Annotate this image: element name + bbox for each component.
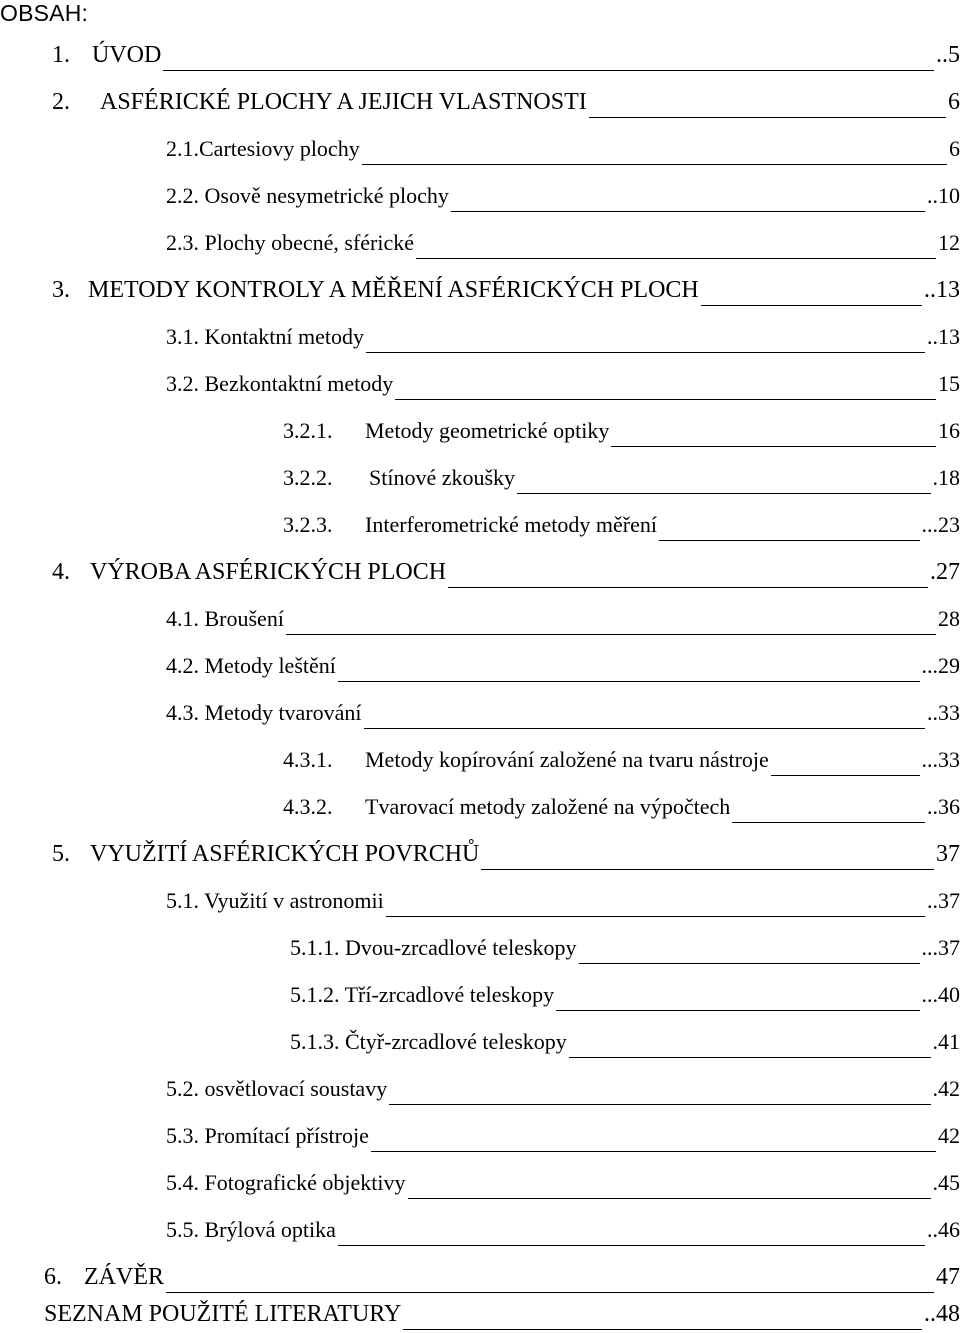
toc-entry-title: 4.1. Broušení — [166, 606, 284, 632]
toc-page-number: 10 — [938, 183, 960, 208]
toc-leader-line — [579, 947, 920, 967]
toc-leader-line — [403, 1313, 922, 1333]
toc-entry[interactable] — [166, 230, 960, 262]
toc-leader-line — [451, 195, 925, 215]
toc-page-number: 18 — [938, 465, 960, 490]
toc-leader-line — [389, 1088, 930, 1108]
toc-entry-page — [924, 1301, 960, 1328]
toc-entry-number: 3.2.2. — [283, 465, 369, 491]
toc-page-number: 37 — [938, 935, 960, 960]
toc-entry-page — [938, 1123, 960, 1149]
toc-entry[interactable] — [166, 700, 960, 732]
toc-page-dots: ... — [922, 982, 939, 1007]
toc-page-number: 16 — [938, 418, 960, 443]
toc-leader-line — [556, 994, 919, 1014]
toc-page-number: 33 — [938, 700, 960, 725]
toc-entry[interactable] — [44, 1264, 960, 1296]
toc-entry-number: 3.2.3. — [283, 512, 365, 538]
toc-entry[interactable] — [166, 1076, 960, 1108]
toc-entry-number: 4.3.1. — [283, 747, 365, 773]
toc-entry[interactable] — [283, 465, 960, 497]
toc-page-dots: .. — [936, 42, 948, 68]
toc-page-number: 6 — [949, 136, 960, 161]
toc-page-number: 6 — [948, 89, 960, 115]
toc-entry[interactable] — [166, 888, 960, 920]
toc-entry-page — [949, 136, 960, 162]
toc-page-dots: . — [933, 1170, 939, 1195]
toc-entry-title: ÚVOD — [92, 42, 161, 69]
toc-entry-page — [922, 653, 960, 679]
toc-page-dots: . — [933, 1029, 939, 1054]
toc-entry-title: Tvarovací metody založené na výpočtech — [365, 794, 730, 820]
toc-page-number: 46 — [938, 1217, 960, 1242]
toc-leader-line — [166, 1276, 934, 1296]
toc-page-dots: .. — [927, 1217, 938, 1242]
toc-page-dots: ... — [922, 512, 939, 537]
toc-page-number: 27 — [936, 559, 960, 585]
toc-entry-page — [927, 700, 960, 726]
toc-entry-page — [933, 1170, 960, 1196]
toc-entry[interactable] — [166, 183, 960, 215]
toc-entry-title: Stínové zkoušky — [369, 465, 515, 491]
toc-entry[interactable] — [283, 747, 960, 779]
toc-page-number: 36 — [938, 794, 960, 819]
toc-page-dots: .. — [927, 324, 938, 349]
toc-entry-page — [922, 982, 960, 1008]
toc-page-number: 45 — [938, 1170, 960, 1195]
toc-entry-title: METODY KONTROLY A MĚŘENÍ ASFÉRICKÝCH PLOCH — [88, 277, 699, 304]
toc-leader-line — [701, 289, 922, 309]
toc-entry-page — [948, 89, 960, 116]
toc-entry-page — [938, 371, 960, 397]
toc-leader-line — [659, 524, 920, 544]
toc-page-number: 12 — [938, 230, 960, 255]
toc-entry-page — [933, 1029, 960, 1055]
toc-entry-title: 3.1. Kontaktní metody — [166, 324, 364, 350]
toc-entry[interactable] — [290, 1029, 960, 1061]
toc-entry-page — [927, 183, 960, 209]
toc-leader-line — [366, 336, 925, 356]
toc-leader-line — [364, 712, 925, 732]
toc-entry-title: 2.1.Cartesiovy plochy — [166, 136, 360, 162]
toc-entry-title: Metody kopírování založené na tvaru nástroje — [365, 747, 769, 773]
toc-entry-number: 1. — [52, 42, 92, 69]
toc-leader-line — [732, 806, 925, 826]
toc-entry-number: 6. — [44, 1264, 84, 1291]
toc-leader-line — [611, 430, 936, 450]
toc-entry-page — [927, 888, 960, 914]
toc-page-dots: . — [930, 559, 936, 585]
toc-entry-title: Interferometrické metody měření — [365, 512, 657, 538]
toc-entry-title: 3.2. Bezkontaktní metody — [166, 371, 393, 397]
toc-leader-line — [771, 759, 920, 779]
toc-entry-page — [927, 324, 960, 350]
toc-entry[interactable] — [283, 794, 960, 826]
toc-page-number: 29 — [938, 653, 960, 678]
toc-page-dots: .. — [927, 794, 938, 819]
toc-entry[interactable] — [166, 324, 960, 356]
toc-entry-title: 5.4. Fotografické objektivy — [166, 1170, 406, 1196]
toc-page-number: 5 — [948, 42, 960, 68]
toc-entry-title: 4.2. Metody leštění — [166, 653, 336, 679]
toc-entry[interactable] — [290, 935, 960, 967]
toc-leader-line — [338, 1229, 925, 1249]
toc-entry[interactable] — [290, 982, 960, 1014]
toc-entry-number: 3. — [52, 277, 88, 304]
toc-entry[interactable] — [52, 841, 960, 873]
toc-entry-title: VYUŽITÍ ASFÉRICKÝCH POVRCHŮ — [90, 841, 479, 868]
toc-entry[interactable] — [283, 418, 960, 450]
toc-page-number: 47 — [936, 1264, 960, 1290]
toc-entry[interactable] — [166, 1217, 960, 1249]
toc-leader-line — [371, 1135, 936, 1155]
toc-entry-number: 2. — [52, 89, 100, 116]
toc-page-number: 28 — [938, 606, 960, 631]
toc-leader-line — [448, 571, 928, 591]
toc-page-dots: .. — [927, 183, 938, 208]
toc-entry[interactable] — [166, 606, 960, 638]
toc-page-number: 48 — [936, 1301, 960, 1327]
toc-leader-line — [163, 54, 934, 74]
toc-entry-page — [927, 1217, 960, 1243]
toc-leader-line — [416, 242, 936, 262]
toc-entry[interactable] — [52, 277, 960, 309]
toc-entry-title: Metody geometrické optiky — [365, 418, 609, 444]
toc-page-number: 37 — [938, 888, 960, 913]
toc-page-number: 37 — [936, 841, 960, 867]
toc-entry-page — [936, 42, 960, 69]
toc-entry-page — [927, 794, 960, 820]
toc-leader-line — [481, 853, 934, 873]
toc-leader-line — [408, 1182, 931, 1202]
toc-entry-number: 4. — [52, 559, 90, 586]
toc-page-dots: ... — [922, 935, 939, 960]
toc-entry-page — [938, 230, 960, 256]
toc-entry-title: 2.3. Plochy obecné, sférické — [166, 230, 414, 256]
toc-page-number: 13 — [936, 277, 960, 303]
toc-entry-title: SEZNAM POUŽITÉ LITERATURY — [44, 1301, 401, 1328]
toc-entry-title: 5.1. Využití v astronomii — [166, 888, 384, 914]
toc-entry-title: 5.2. osvětlovací soustavy — [166, 1076, 387, 1102]
toc-leader-line — [569, 1041, 931, 1061]
toc-entry[interactable] — [166, 371, 960, 403]
toc-entry-title: 5.1.3. Čtyř-zrcadlové teleskopy — [290, 1029, 567, 1055]
toc-entry[interactable] — [166, 136, 960, 168]
toc-entry-page — [933, 1076, 960, 1102]
toc-page-number: 42 — [938, 1123, 960, 1148]
toc-entry-page — [938, 606, 960, 632]
toc-leader-line — [286, 618, 936, 638]
toc-entry-title: VÝROBA ASFÉRICKÝCH PLOCH — [90, 559, 446, 586]
toc-page-dots: . — [933, 1076, 939, 1101]
toc-entry-page — [922, 935, 960, 961]
toc-entry[interactable] — [166, 1170, 960, 1202]
toc-leader-line — [517, 477, 930, 497]
toc-entry-page — [936, 841, 960, 868]
toc-entry-number: 5. — [52, 841, 90, 868]
toc-heading: OBSAH: — [0, 0, 88, 26]
toc-entry-title: 5.1.1. Dvou-zrcadlové teleskopy — [290, 935, 577, 961]
toc-entry-number: 4.3.2. — [283, 794, 365, 820]
toc-entry[interactable] — [283, 512, 960, 544]
toc-entry-title: 5.5. Brýlová optika — [166, 1217, 336, 1243]
toc-page-dots: ... — [922, 747, 939, 772]
toc-leader-line — [386, 900, 925, 920]
toc-entry-number: 3.2.1. — [283, 418, 365, 444]
toc-page-dots: ... — [922, 653, 939, 678]
toc-entry[interactable] — [52, 42, 960, 74]
toc-entry[interactable] — [166, 653, 960, 685]
toc-entry[interactable] — [44, 1301, 960, 1333]
toc-page-number: 13 — [938, 324, 960, 349]
toc-page-number: 33 — [938, 747, 960, 772]
toc-page-dots: .. — [924, 1301, 936, 1327]
toc-page-number: 41 — [938, 1029, 960, 1054]
toc-page-number: 40 — [938, 982, 960, 1007]
toc-entry-title: 5.3. Promítací přístroje — [166, 1123, 369, 1149]
toc-leader-line — [395, 383, 936, 403]
toc-page-dots: .. — [927, 700, 938, 725]
toc-entry-page — [924, 277, 960, 304]
toc-entry-page — [933, 465, 960, 491]
toc-entry[interactable] — [166, 1123, 960, 1155]
toc-page-dots: .. — [924, 277, 936, 303]
toc-entry-title: 5.1.2. Tří-zrcadlové teleskopy — [290, 982, 554, 1008]
toc-entry-title: ZÁVĚR — [84, 1264, 164, 1291]
toc-page-number: 42 — [938, 1076, 960, 1101]
toc-leader-line — [362, 148, 947, 168]
toc-entry[interactable] — [52, 89, 960, 121]
toc-leader-line — [589, 101, 946, 121]
toc-entry-title: 4.3. Metody tvarování — [166, 700, 362, 726]
toc-page-number: 23 — [938, 512, 960, 537]
toc-page-dots: . — [933, 465, 939, 490]
toc-entry-page — [938, 418, 960, 444]
toc-entry-page — [930, 559, 960, 586]
toc-entry-page — [922, 512, 960, 538]
toc-page-number: 15 — [938, 371, 960, 396]
toc-entry-title: 2.2. Osově nesymetrické plochy — [166, 183, 449, 209]
toc-entry-page — [936, 1264, 960, 1291]
toc-page-dots: .. — [927, 888, 938, 913]
toc-leader-line — [338, 665, 920, 685]
toc-entry[interactable] — [52, 559, 960, 591]
toc-entry-page — [922, 747, 960, 773]
toc-entry-title: ASFÉRICKÉ PLOCHY A JEJICH VLASTNOSTI — [100, 89, 587, 116]
